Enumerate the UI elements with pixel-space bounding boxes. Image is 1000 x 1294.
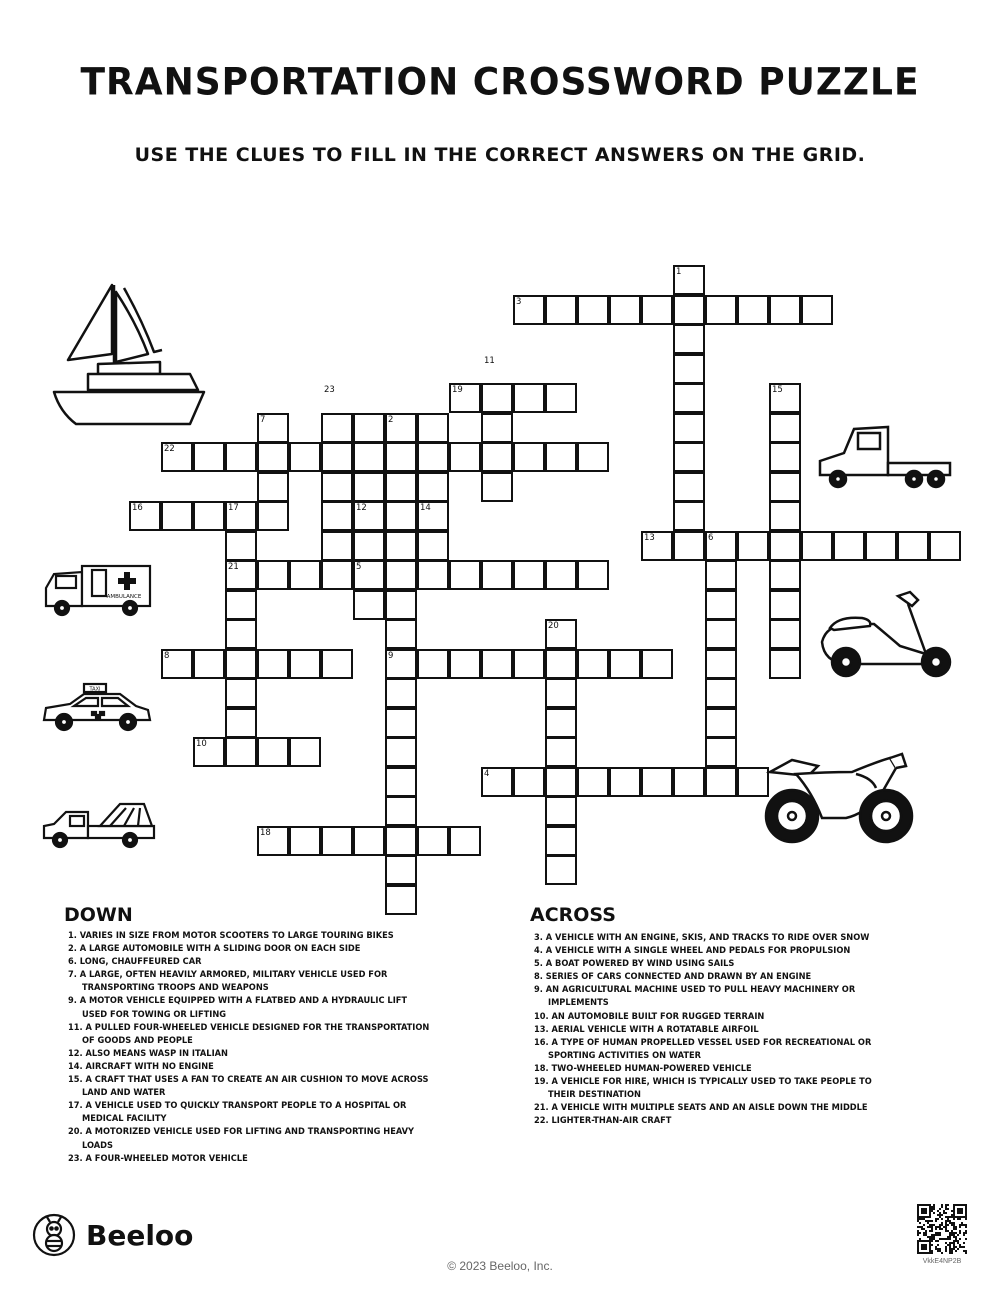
grid-cell[interactable] [513, 649, 545, 679]
grid-cell[interactable] [193, 442, 225, 472]
clue-number: 3 [516, 296, 522, 307]
bee-logo-icon [32, 1213, 76, 1257]
clue-number: 8 [164, 650, 170, 661]
grid-cell[interactable] [385, 560, 417, 590]
grid-cell[interactable] [417, 649, 449, 679]
clue-number: 7 [260, 414, 266, 425]
grid-cell[interactable] [385, 796, 417, 826]
grid-cell[interactable] [385, 737, 417, 767]
grid-cell[interactable] [481, 383, 513, 413]
grid-cell[interactable] [193, 501, 225, 531]
grid-cell[interactable] [577, 767, 609, 797]
clue-number: 17 [228, 503, 239, 513]
clue-number: 5 [356, 562, 362, 572]
grid-cell[interactable] [353, 442, 385, 472]
grid-cell[interactable] [289, 560, 321, 590]
grid-cell[interactable] [545, 737, 577, 767]
clue-number: 10 [196, 739, 207, 749]
grid-cell[interactable] [673, 501, 705, 531]
grid-cell[interactable] [417, 826, 449, 856]
copyright: © 2023 Beeloo, Inc. [447, 1259, 553, 1273]
down-clue: 1. VARIES IN SIZE FROM MOTOR SCOOTERS TO LARGE TOURING BIKES [68, 930, 394, 941]
grid-cell[interactable] [929, 531, 961, 561]
clue-number: 1 [676, 267, 682, 277]
grid-cell[interactable] [705, 295, 737, 325]
qr-code-label: VkkE4NP2B [922, 1258, 962, 1265]
grid-cell[interactable] [385, 472, 417, 502]
down-clue: 9. A MOTOR VEHICLE EQUIPPED WITH A FLATBED AND A HYDRAULIC LIFT USED FOR TOWING OR LIFTING [68, 995, 408, 1020]
page-subtitle: USE THE CLUES TO FILL IN THE CORRECT ANSWERS ON THE GRID. [134, 144, 866, 166]
grid-cell[interactable] [385, 590, 417, 620]
grid-cell[interactable] [193, 649, 225, 679]
grid-cell[interactable] [673, 472, 705, 502]
down-clue: 2. A LARGE AUTOMOBILE WITH A SLIDING DOOR ON EACH SIDE [68, 943, 361, 955]
down-clue: 12. ALSO MEANS WASP IN ITALIAN [68, 1047, 228, 1059]
grid-cell[interactable] [641, 767, 673, 797]
down-clue-list [64, 929, 434, 1165]
grid-cell[interactable] [321, 413, 353, 443]
clue-number: 21 [228, 562, 239, 572]
semi-truck-icon [816, 423, 956, 493]
grid-cell[interactable] [705, 619, 737, 649]
grid-cell[interactable] [673, 295, 705, 325]
across-clue: 9. AN AGRICULTURAL MACHINE USED TO PULL HEAVY MACHINERY OR IMPLEMENTS [534, 984, 856, 1009]
down-clue: 17. A VEHICLE USED TO QUICKLY TRANSPORT PEOPLE TO A HOSPITAL OR MEDICAL FACILITY [68, 1100, 407, 1125]
grid-cell[interactable] [769, 501, 801, 531]
clue-number: 12 [356, 503, 367, 513]
grid-cell[interactable] [321, 531, 353, 561]
scooter-icon [816, 588, 956, 680]
down-clue: 23. A FOUR-WHEELED MOTOR VEHICLE [68, 1152, 248, 1164]
clue-number: 9 [388, 650, 394, 661]
grid-cell[interactable] [609, 295, 641, 325]
grid-cell[interactable] [257, 560, 289, 590]
grid-cell[interactable] [353, 413, 385, 443]
grid-cell[interactable] [545, 678, 577, 708]
clue-number: 19 [452, 385, 463, 395]
grid-cell[interactable] [417, 531, 449, 561]
grid-cell[interactable] [481, 413, 513, 443]
grid-cell[interactable] [385, 885, 417, 915]
grid-cell[interactable] [225, 678, 257, 708]
grid-cell[interactable] [225, 737, 257, 767]
across-clue: 13. AERIAL VEHICLE WITH A ROTATABLE AIRFOIL [534, 1023, 759, 1035]
clue-number: 6 [708, 532, 714, 543]
grid-cell[interactable] [641, 649, 673, 679]
grid-cell[interactable] [769, 295, 801, 325]
grid-cell[interactable] [385, 501, 417, 531]
ambulance-icon [42, 562, 154, 618]
grid-cell[interactable] [353, 590, 385, 620]
clue-number: 14 [420, 503, 431, 513]
grid-cell[interactable] [705, 590, 737, 620]
grid-cell[interactable] [673, 383, 705, 413]
clue-number: 2 [388, 414, 394, 425]
grid-cell[interactable] [353, 531, 385, 561]
clue-number: 15 [772, 385, 783, 395]
across-clue: 5. A BOAT POWERED BY WIND USING SAILS [534, 958, 735, 970]
grid-cell[interactable] [545, 442, 577, 472]
down-clue: 15. A CRAFT THAT USES A FAN TO CREATE AN AIR CUSHION TO MOVE ACROSS LAND AND WATER [68, 1074, 429, 1099]
grid-cell[interactable] [481, 649, 513, 679]
grid-cell[interactable] [545, 649, 577, 679]
grid-cell[interactable] [801, 295, 833, 325]
grid-cell[interactable] [513, 383, 545, 413]
across-clue: 8. SERIES OF CARS CONNECTED AND DRAWN BY AN ENGINE [534, 971, 812, 983]
grid-cell[interactable] [449, 560, 481, 590]
grid-cell[interactable] [897, 531, 929, 561]
clue-number: 13 [644, 532, 655, 543]
sailboat-icon [50, 282, 210, 427]
across-heading: ACROSS [530, 904, 616, 926]
grid-cell[interactable] [257, 442, 289, 472]
grid-cell[interactable] [545, 767, 577, 797]
grid-cell[interactable] [737, 531, 769, 561]
across-clue: 10. AN AUTOMOBILE BUILT FOR RUGGED TERRAIN [534, 1010, 765, 1022]
grid-cell[interactable] [385, 767, 417, 797]
grid-cell[interactable] [769, 472, 801, 502]
grid-cell[interactable] [673, 413, 705, 443]
grid-cell[interactable] [641, 295, 673, 325]
clue-number: 18 [260, 827, 271, 838]
grid-cell[interactable] [705, 708, 737, 738]
clue-number: 11 [484, 355, 495, 366]
grid-cell[interactable] [449, 442, 481, 472]
grid-cell[interactable] [417, 442, 449, 472]
grid-cell[interactable] [865, 531, 897, 561]
across-clue: 3. A VEHICLE WITH AN ENGINE, SKIS, AND TRACKS TO RIDE OVER SNOW [534, 932, 870, 943]
clue-number: 22 [164, 444, 175, 454]
down-clue: 14. AIRCRAFT WITH NO ENGINE [68, 1060, 214, 1072]
grid-cell[interactable] [225, 442, 257, 472]
grid-cell[interactable] [769, 442, 801, 472]
grid-cell[interactable] [673, 531, 705, 561]
grid-cell[interactable] [385, 826, 417, 856]
grid-cell[interactable] [385, 855, 417, 885]
down-clue: 20. A MOTORIZED VEHICLE USED FOR LIFTING AND TRANSPORTING HEAVY LOADS [68, 1126, 415, 1151]
across-clue: 16. A TYPE OF HUMAN PROPELLED VESSEL USED FOR RECREATIONAL OR SPORTING ACTIVITIES ON WATER [534, 1036, 872, 1061]
grid-cell[interactable] [577, 442, 609, 472]
grid-cell[interactable] [769, 649, 801, 679]
clue-number: 16 [132, 503, 143, 513]
grid-cell[interactable] [481, 560, 513, 590]
grid-cell[interactable] [385, 678, 417, 708]
grid-cell[interactable] [385, 619, 417, 649]
grid-cell[interactable] [353, 826, 385, 856]
grid-cell[interactable] [513, 767, 545, 797]
grid-cell[interactable] [577, 560, 609, 590]
across-clue: 4. A VEHICLE WITH A SINGLE WHEEL AND PEDALS FOR PROPULSION [534, 945, 851, 957]
grid-cell[interactable] [257, 501, 289, 531]
grid-cell[interactable] [545, 708, 577, 738]
down-clue: 11. A PULLED FOUR-WHEELED VEHICLE DESIGNED FOR THE TRANSPORTATION OF GOODS AND PEOPLE [68, 1021, 430, 1046]
grid-cell[interactable] [321, 649, 353, 679]
clue-number: 4 [484, 768, 490, 779]
grid-cell[interactable] [321, 501, 353, 531]
grid-cell[interactable] [321, 826, 353, 856]
clue-number: 20 [548, 621, 559, 631]
grid-cell[interactable] [257, 649, 289, 679]
grid-cell[interactable] [225, 649, 257, 679]
ambulance-label: AMBULANCE [106, 594, 142, 600]
grid-cell[interactable] [705, 678, 737, 708]
down-clue: 7. A LARGE, OFTEN HEAVILY ARMORED, MILITARY VEHICLE USED FOR TRANSPORTING TROOPS AND WEAPONS [68, 969, 388, 994]
grid-cell[interactable] [225, 590, 257, 620]
grid-cell[interactable] [289, 649, 321, 679]
grid-cell[interactable] [289, 737, 321, 767]
grid-cell[interactable] [289, 442, 321, 472]
grid-cell[interactable] [673, 442, 705, 472]
clue-number: 23 [324, 385, 335, 395]
grid-cell[interactable] [545, 855, 577, 885]
down-heading: DOWN [64, 904, 133, 926]
grid-cell[interactable] [161, 501, 193, 531]
grid-cell[interactable] [673, 767, 705, 797]
grid-cell[interactable] [225, 708, 257, 738]
grid-cell[interactable] [321, 560, 353, 590]
grid-cell[interactable] [769, 413, 801, 443]
grid-cell[interactable] [513, 442, 545, 472]
grid-cell[interactable] [577, 295, 609, 325]
grid-cell[interactable] [545, 796, 577, 826]
grid-cell[interactable] [417, 413, 449, 443]
grid-cell[interactable] [449, 649, 481, 679]
grid-cell[interactable] [609, 767, 641, 797]
grid-cell[interactable] [769, 619, 801, 649]
grid-cell[interactable] [769, 531, 801, 561]
taxi-label: TAXI [89, 686, 101, 693]
grid-cell[interactable] [705, 737, 737, 767]
grid-cell[interactable] [321, 442, 353, 472]
grid-cell[interactable] [385, 708, 417, 738]
down-clue: 6. LONG, CHAUFFEURED CAR [68, 956, 202, 968]
grid-cell[interactable] [257, 472, 289, 502]
grid-cell[interactable] [449, 826, 481, 856]
across-clue: 21. A VEHICLE WITH MULTIPLE SEATS AND AN AISLE DOWN THE MIDDLE [534, 1102, 868, 1114]
grid-cell[interactable] [417, 472, 449, 502]
grid-cell[interactable] [833, 531, 865, 561]
across-clue: 18. TWO-WHEELED HUMAN-POWERED VEHICLE [534, 1062, 752, 1074]
grid-cell[interactable] [737, 295, 769, 325]
grid-cell[interactable] [545, 295, 577, 325]
grid-cell[interactable] [705, 560, 737, 590]
grid-cell[interactable] [321, 472, 353, 502]
grid-cell[interactable] [385, 531, 417, 561]
grid-cell[interactable] [609, 649, 641, 679]
grid-cell[interactable] [705, 767, 737, 797]
grid-cell[interactable] [545, 560, 577, 590]
grid-cell[interactable] [481, 442, 513, 472]
grid-cell[interactable] [545, 383, 577, 413]
page-title: TRANSPORTATION CROSSWORD PUZZLE [80, 60, 920, 105]
grid-cell[interactable] [289, 826, 321, 856]
tow-truck-icon [40, 800, 158, 850]
grid-cell[interactable] [769, 560, 801, 590]
motorcycle-icon [756, 752, 920, 846]
grid-cell[interactable] [481, 472, 513, 502]
grid-cell[interactable] [801, 531, 833, 561]
brand-logo [32, 1213, 193, 1257]
grid-cell[interactable] [225, 619, 257, 649]
grid-cell[interactable] [385, 442, 417, 472]
grid-cell[interactable] [417, 560, 449, 590]
taxi-icon [40, 682, 154, 734]
grid-cell[interactable] [705, 649, 737, 679]
brand-name: Beeloo [86, 1218, 194, 1252]
grid-cell[interactable] [225, 531, 257, 561]
across-clue: 22. LIGHTER-THAN-AIR CRAFT [534, 1115, 672, 1127]
grid-cell[interactable] [577, 649, 609, 679]
grid-cell[interactable] [257, 737, 289, 767]
grid-cell[interactable] [769, 590, 801, 620]
grid-cell[interactable] [353, 472, 385, 502]
grid-cell[interactable] [673, 324, 705, 354]
grid-cell[interactable] [513, 560, 545, 590]
grid-cell[interactable] [673, 354, 705, 384]
across-clue: 19. A VEHICLE FOR HIRE, WHICH IS TYPICALLY USED TO TAKE PEOPLE TO THEIR DESTINATION [534, 1076, 872, 1101]
qr-code-icon [917, 1204, 967, 1254]
grid-cell[interactable] [545, 826, 577, 856]
across-clue-list [530, 931, 880, 1127]
